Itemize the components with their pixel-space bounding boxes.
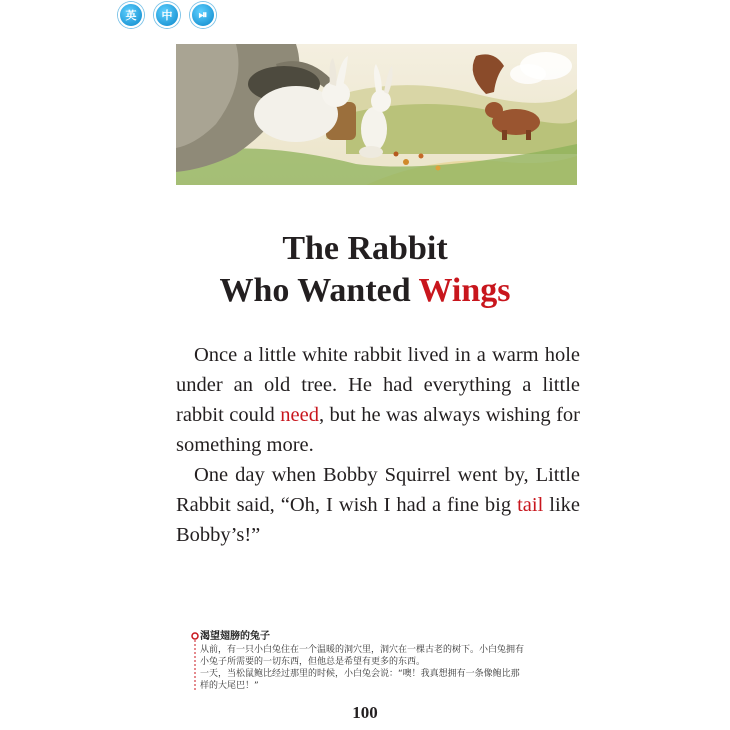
- story-p1-text-a: Once a little white rabbit lived in a warm hole under an old tree. He had everything a little rabbit could: [176, 344, 580, 426]
- story-paragraph-1: [176, 340, 580, 460]
- story-p2-text-b: like Bobby’s!”: [176, 494, 580, 546]
- story-p1-text-b: , but he was always wishing for something more.: [176, 404, 580, 456]
- note-line-3: 一天，当松鼠鲍比经过那里的时候，小白兔会说：“噢！我真想拥有一条像鲍比那: [200, 669, 520, 679]
- note-marker-icon: [190, 632, 200, 692]
- note-line-4: 样的大尾巴！”: [200, 681, 259, 691]
- title-line-1: The Rabbit: [282, 230, 448, 267]
- chinese-translation-note: [200, 631, 560, 692]
- chinese-audio-button[interactable]: 中: [154, 2, 180, 28]
- note-line-2: 小兔子所需要的一切东西，但他总是希望有更多的东西。: [200, 657, 426, 667]
- note-line-1: 从前，有一只小白兔住在一个温暖的洞穴里，洞穴在一棵古老的树下。小白兔拥有: [200, 645, 525, 655]
- title-highlight-word: Wings: [418, 272, 511, 309]
- audio-toolbar: [118, 2, 216, 28]
- title-line-2: [0, 270, 730, 312]
- story-text: [176, 340, 580, 550]
- story-paragraph-2: [176, 460, 580, 550]
- story-title: [0, 228, 730, 312]
- note-heading: 渴望翅膀的兔子: [200, 631, 270, 642]
- title-line-2-prefix: Who Wanted: [219, 272, 419, 309]
- vocab-word-tail[interactable]: tail: [517, 494, 544, 516]
- play-pause-button[interactable]: ⏯: [190, 2, 216, 28]
- vocab-word-need[interactable]: need: [280, 404, 319, 426]
- story-illustration: [176, 44, 577, 185]
- page-number: 100: [352, 703, 378, 722]
- story-p2-text-a: One day when Bobby Squirrel went by, Little Rabbit said, “Oh, I wish I had a fine big: [176, 464, 580, 516]
- english-audio-button[interactable]: 英: [118, 2, 144, 28]
